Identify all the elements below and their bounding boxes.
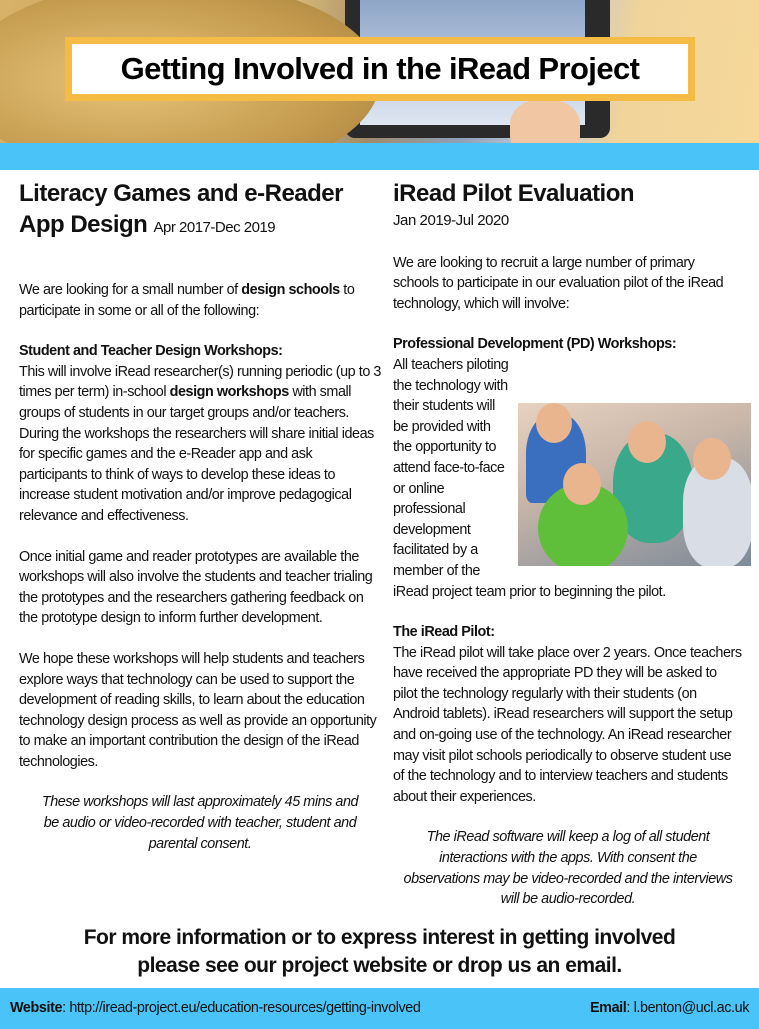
website-link[interactable]: http://iread-project.eu/education-resources/getting-involved [69,1000,421,1017]
hope-paragraph: We hope these workshops will help students and teachers explore ways that technology can be used to support the development of reading skills, to learn about the education technology design process as well as provide an opportunity to make an important contribution the design of the iRead technologies. [19,650,377,770]
intro-paragraph: We are looking to recruit a large number of primary schools to participate in our evaluation pilot of the iRead technology, which will involve: [393,254,724,312]
blue-band [0,143,759,170]
pilot-note: The iRead software will keep a log of all student interactions with the apps. With consent the observations may be video-recorded and the interviews will be audio-recorded. [403,829,733,908]
workshops-paragraph: Student and Teacher Design Workshops: This will involve iRead researcher(s) running periodic (up to 3 times per term) in-school design workshops with small groups of students in our target groups and/or teachers. During the workshops the researchers will share initial ideas for specific games and the e-Reader app and ask participants to think of ways to develop these ideas to increase student motivation and/or improve pedagogical relevance and effectiveness. [19,343,381,524]
pd-paragraph: Professional Development (PD) Workshops: All teachers piloting the technology with their students will be provided with the opportunity to attend face-to-face or online professional development facilitated by a member of the iRead project team prior to beginning the pilot. [393,334,743,602]
pd-heading: Professional Development (PD) Workshops: [393,336,677,353]
page-title: Getting Involved in the iRead Project [120,51,640,86]
pilot-paragraph: The iRead Pilot: The iRead pilot will take place over 2 years. Once teachers have received the appropriate PD they will be asked to pilot the technology regularly with their students (on Android tablets). iRead researchers will support the setup and on-going use of the technology. An iRead researcher may visit pilot schools periodically to observe student use of the technology and to interview teachers and students about their experiences. [393,624,742,805]
left-column [19,178,381,854]
teachers-photo [518,403,751,566]
website-info: Website: http://iread-project.eu/education-resources/getting-involved [10,1000,421,1017]
right-column [393,178,743,910]
workshops-heading: Student and Teacher Design Workshops: [19,343,283,360]
prototypes-paragraph: Once initial game and reader prototypes are available the workshops will also involve the students and teacher trialing the prototypes and the researchers gathering feedback on the prototype design to inform further development. [19,548,373,627]
email-link[interactable]: l.benton@ucl.ac.uk [633,1000,749,1017]
date-range: Jan 2019-Jul 2020 [393,212,509,229]
pilot-heading: The iRead Pilot: [393,624,495,641]
intro-paragraph: We are looking for a small number of design schools to participate in some or all of the following: [19,282,355,319]
date-range: Apr 2017-Dec 2019 [153,219,276,236]
section-heading-design: Literacy Games and e-Reader App Design Apr 2017-Dec 2019 [19,180,343,238]
call-to-action: For more information or to express interest in getting involved please see our project website or drop us an email. [83,925,676,977]
workshops-note: These workshops will last approximately 45 mins and be audio or video-recorded with teacher, student and parental consent. [41,794,359,852]
section-heading-pilot: iRead Pilot Evaluation [393,180,635,207]
title-banner [65,37,695,101]
footer [0,988,759,1029]
email-info: Email: l.benton@ucl.ac.uk [589,1000,749,1017]
